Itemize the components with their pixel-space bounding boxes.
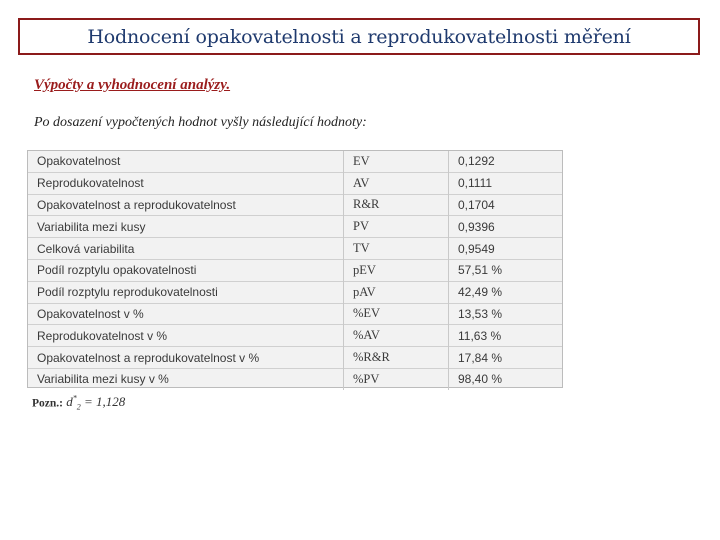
row-symbol: %AV (344, 325, 449, 347)
row-label: Opakovatelnost a reprodukovatelnost v % (28, 347, 344, 369)
note-label: Pozn.: (32, 397, 63, 410)
section-heading: Výpočty a vyhodnocení analýzy. (34, 77, 231, 93)
row-value: 57,51 % (449, 259, 563, 281)
row-symbol: pEV (344, 259, 449, 281)
row-label: Podíl rozptylu reprodukovatelnosti (28, 281, 344, 303)
row-symbol: %EV (344, 303, 449, 325)
row-symbol: EV (344, 151, 449, 172)
table-row (28, 325, 562, 347)
table-row (28, 281, 562, 303)
row-symbol: R&R (344, 194, 449, 216)
row-value: 0,1111 (449, 172, 563, 194)
row-label: Opakovatelnost (28, 151, 344, 172)
row-symbol: TV (344, 238, 449, 260)
row-value: 0,9396 (449, 216, 563, 238)
results-table-image (27, 150, 563, 388)
table-row (28, 151, 562, 172)
table-row (28, 194, 562, 216)
row-symbol: %PV (344, 368, 449, 389)
page-title: Hodnocení opakovatelnosti a reprodukovatelnosti měření (87, 25, 631, 48)
row-symbol: %R&R (344, 347, 449, 369)
row-value: 17,84 % (449, 347, 563, 369)
table-row (28, 172, 562, 194)
row-label: Reprodukovatelnost v % (28, 325, 344, 347)
row-label: Opakovatelnost v % (28, 303, 344, 325)
results-table (28, 151, 562, 390)
table-row (28, 303, 562, 325)
row-value: 98,40 % (449, 368, 563, 389)
row-value: 42,49 % (449, 281, 563, 303)
table-row (28, 259, 562, 281)
table-row (28, 368, 562, 389)
formula-sub: 2 (76, 402, 81, 412)
row-label: Reprodukovatelnost (28, 172, 344, 194)
row-symbol: AV (344, 172, 449, 194)
title-box (18, 18, 700, 55)
row-value: 0,9549 (449, 238, 563, 260)
row-label: Celková variabilita (28, 238, 344, 260)
row-value: 0,1292 (458, 154, 495, 169)
row-label: Opakovatelnost a reprodukovatelnost (28, 194, 344, 216)
intro-text: Po dosazení vypočtených hodnot vyšly následující hodnoty: (34, 115, 367, 130)
table-row (28, 347, 562, 369)
row-value: 0,1704 (449, 194, 563, 216)
row-value: 13,53 % (449, 303, 563, 325)
row-label: Variabilita mezi kusy v % (28, 368, 344, 389)
row-label: Variabilita mezi kusy (28, 216, 344, 238)
row-symbol: PV (344, 216, 449, 238)
row-value: 11,63 % (449, 325, 563, 347)
table-row (28, 216, 562, 238)
table-row (28, 238, 562, 260)
note-formula (66, 394, 126, 412)
note (32, 394, 125, 412)
row-label: Podíl rozptylu opakovatelnosti (28, 259, 344, 281)
row-symbol: pAV (344, 281, 449, 303)
formula-var: d (66, 394, 73, 410)
formula-rest: = 1,128 (80, 394, 126, 410)
formula-sup: * (72, 394, 77, 403)
